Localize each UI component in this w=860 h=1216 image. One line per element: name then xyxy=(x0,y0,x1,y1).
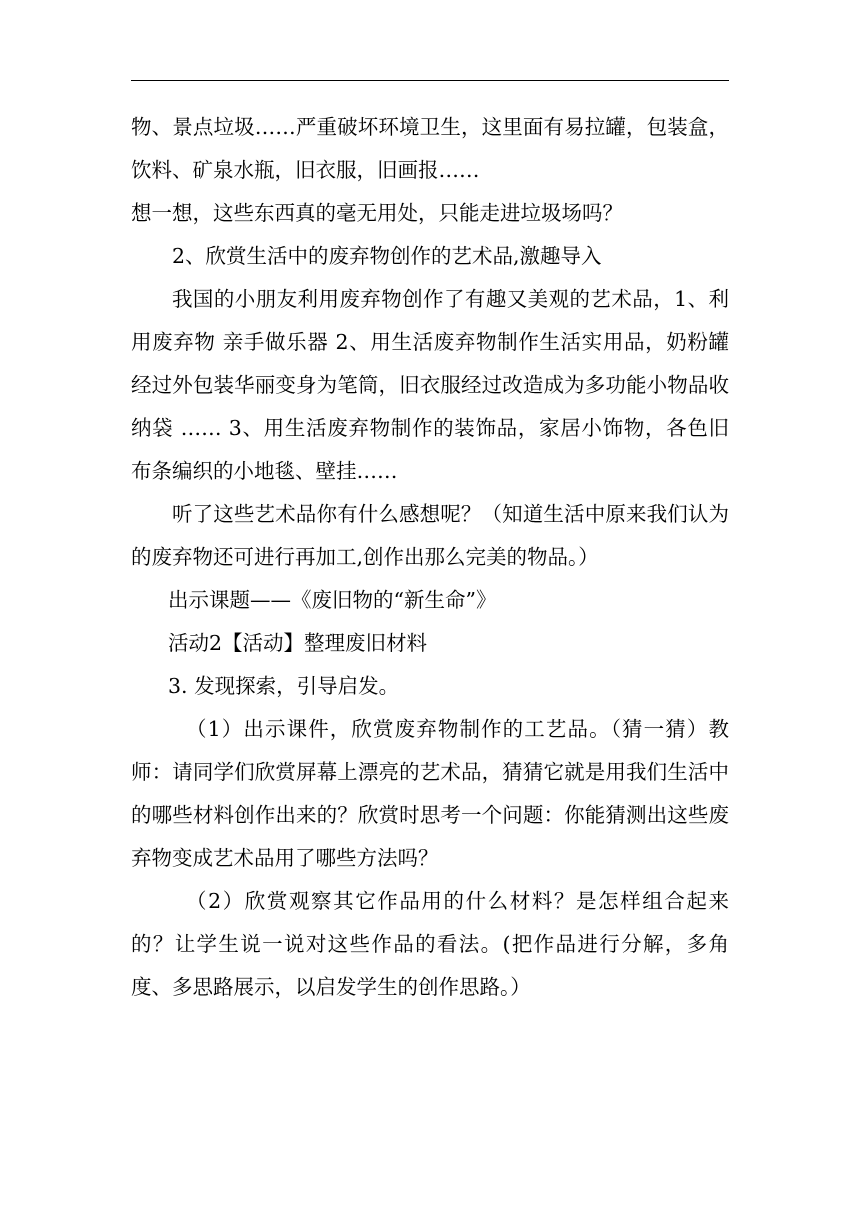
paragraph-artworks-list: 我国的小朋友利用废弃物创作了有趣又美观的艺术品，1、利用废弃物 亲手做乐器 2、用生活废弃物制作生活实用品，奶粉罐经过外包装华丽变身为笔筒，旧衣服经过改造成为多功能小物品收纳袋 …… 3、用生活废弃物制作的装饰品，家居小饰物，各色旧布条编织的小地毯、壁挂…… xyxy=(131,287,729,483)
paragraph-activity-2: 活动2【活动】整理废旧材料 xyxy=(168,631,428,655)
paragraph-step-3-1: （1）出示课件，欣赏废弃物制作的工艺品。（猜一猜）教师：请同学们欣赏屏幕上漂亮的艺术品，猜猜它就是用我们生活中的哪些材料创作出来的？欣赏时思考一个问题：你能猜测出这些废弃物变成艺术品用了哪些方法吗？ xyxy=(131,717,729,870)
paragraph-appreciate-heading: 2、欣赏生活中的废弃物创作的艺术品,激趣导入 xyxy=(172,244,602,268)
paragraph-step-3: 3. 发现探索，引导启发。 xyxy=(168,674,400,698)
paragraph-litter-description: 物、景点垃圾……严重破坏环境卫生，这里面有易拉罐，包装盒，饮料、矿泉水瓶，旧衣服，旧画报…… xyxy=(131,115,729,182)
paragraph-feelings-question: 听了这些艺术品你有什么感想呢？（知道生活中原来我们认为的废弃物还可进行再加工,创作出那么完美的物品。） xyxy=(131,502,729,569)
paragraph-step-3-2: （2）欣赏观察其它作品用的什么材料？是怎样组合起来的？让学生说一说对这些作品的看法。(把作品进行分解，多角度、多思路展示，以启发学生的创作思路。） xyxy=(131,889,729,999)
document-body xyxy=(131,106,729,1009)
paragraph-show-topic: 出示课题——《废旧物的“新生命”》 xyxy=(168,588,497,612)
header-rule xyxy=(131,80,729,81)
paragraph-think-question: 想一想，这些东西真的毫无用处，只能走进垃圾场吗？ xyxy=(131,201,623,225)
